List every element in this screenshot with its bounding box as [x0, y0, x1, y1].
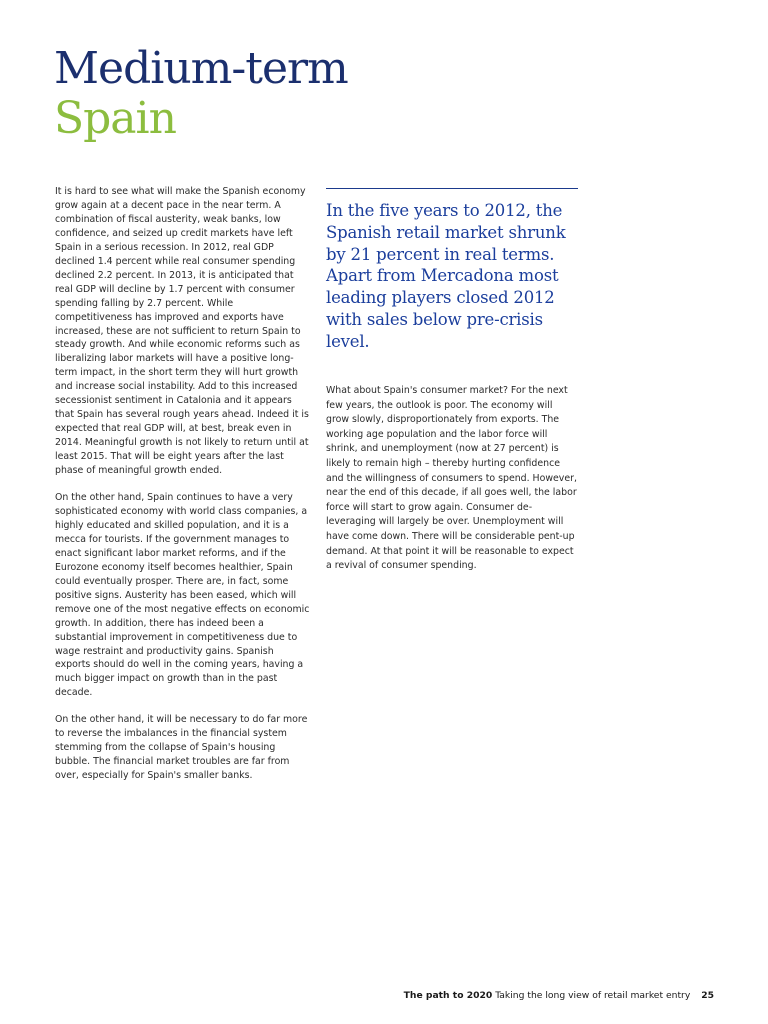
body-paragraph-1: It is hard to see what will make the Spanish economy grow again at a decent pace in the near term. A combination of fiscal austerity, weak banks, low confidence, and seized up credit markets have left Spain in a serious recession. In 2012, real GDP declined 1.4 percent while real consumer spending declined 2.2 percent. In 2013, it is anticipated that real GDP will decline by 1.7 percent with consumer spending falling by 2.7 percent. While competitiveness has improved and exports have increased, these are not sufficient to return Spain to steady growth. And while economic reforms such as liberalizing labor markets will have a positive long-term impact, in the short term they will hurt growth and increase social instability. Add to this increased secessionist sentiment in Catalonia and it appears that Spain has several rough years ahead. Indeed it is expected that real GDP will, at best, break even in 2014. Meaningful growth is not likely to return until at least 2015. That will be eight years after the last phase of meaningful growth ended. [55, 186, 309, 477]
page-title [54, 44, 348, 144]
right-column-paragraph: What about Spain's consumer market? For the next few years, the outlook is poor. The economy will grow slowly, disproportionately from exports. The working age population and the labor force will shrink, and unemployment (now at 27 percent) is likely to remain high – thereby hurting confidence and the willingness of consumers to spend. However, near the end of this decade, if all goes well, the labor force will start to grow again. Consumer de-leveraging will largely be over. Unemployment will have come down. There will be considerable pent-up demand. At that point it will be reasonable to expect a revival of consumer spending. [326, 385, 577, 572]
body-paragraph-2: On the other hand, Spain continues to have a very sophisticated economy with world class companies, a highly educated and skilled population, and it is a mecca for tourists. If the government manages to enact significant labor market reforms, and if the Eurozone economy itself becomes healthier, Spain could eventually prosper. There are, in fact, some positive signs. Austerity has been eased, which will remove one of the most negative effects on economic growth. In addition, there has indeed been a substantial improvement in competitiveness due to wage restraint and productivity gains. Spanish exports should do well in the coming years, having a much bigger impact on growth than in the past decade. [55, 492, 310, 699]
pull-quote: In the five years to 2012, the Spanish retail market shrunk by 21 percent in real terms. Apart from Mercadona most leading players closed 2012 with sales below pre-crisis level. [326, 201, 566, 351]
right-column [326, 384, 578, 574]
page-footer [404, 990, 714, 1001]
footer-subtitle: Taking the long view of retail market entry [495, 990, 691, 1001]
page-number: 25 [701, 990, 714, 1001]
footer-series-title: The path to 2020 [403, 990, 493, 1001]
left-column [55, 185, 311, 796]
page-title-line1: Medium-term [54, 43, 348, 94]
pull-quote-divider [326, 188, 578, 189]
page-title-line2: Spain [54, 93, 176, 144]
body-paragraph-3: On the other hand, it will be necessary to do far more to reverse the imbalances in the financial system stemming from the collapse of Spain's housing bubble. The financial market troubles are far from over, especially for Spain's smaller banks. [55, 714, 308, 782]
